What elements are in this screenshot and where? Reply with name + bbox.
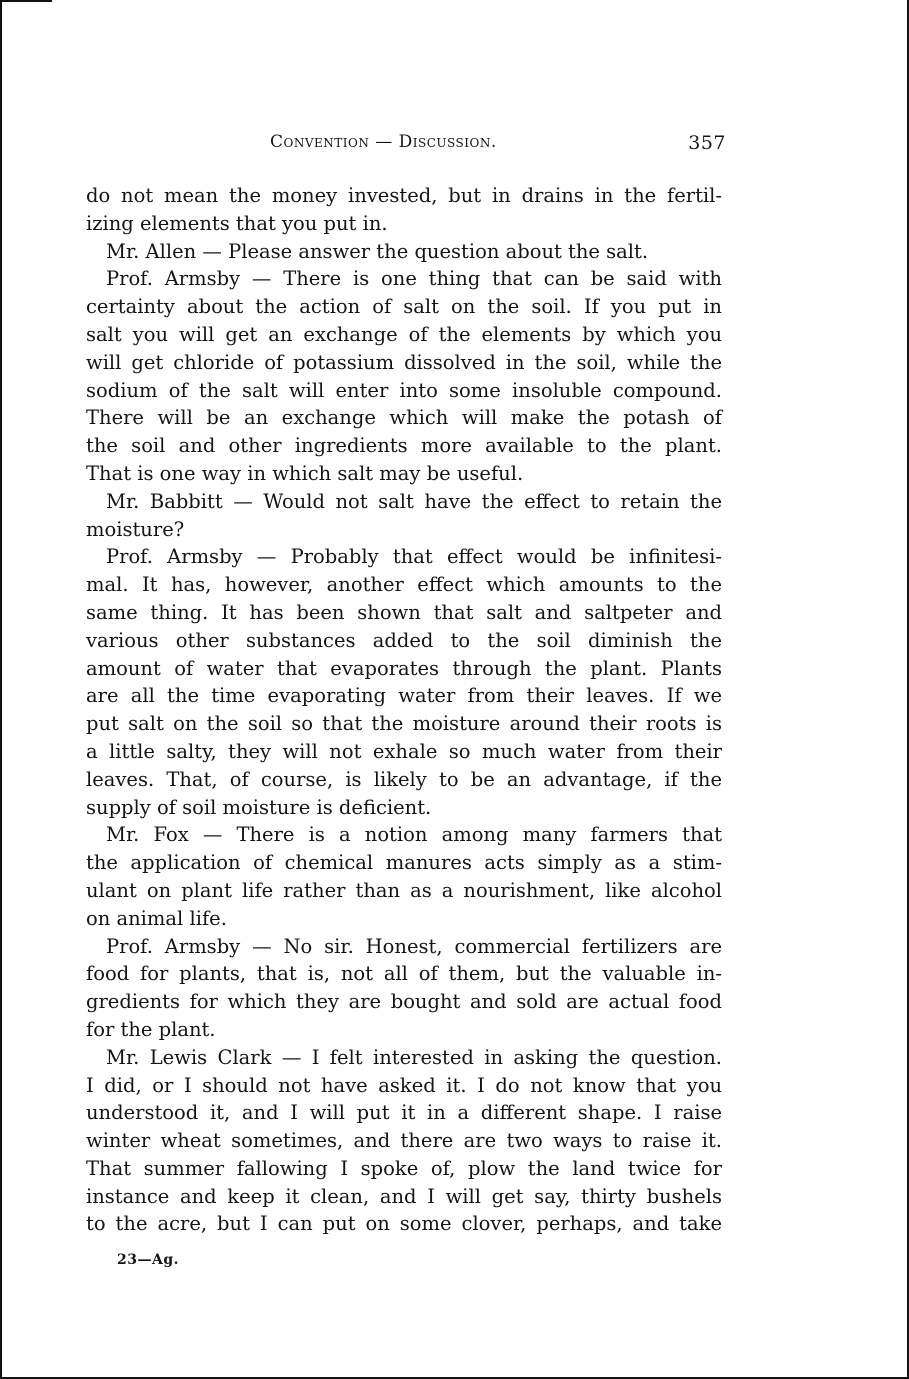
text-line: a little salty, they will not exhale so much water from their bbox=[86, 739, 722, 763]
text-line: will get chloride of potassium dissolved in the soil, while the bbox=[86, 350, 722, 374]
running-title: Convention — Discussion. bbox=[270, 132, 497, 152]
text-line: ulant on plant life rather than as a nourishment, like alcohol bbox=[86, 878, 722, 902]
text-line: mal. It has, however, another effect which amounts to the bbox=[86, 573, 722, 597]
text-line: Prof. Armsby — No sir. Honest, commercial fertilizers are bbox=[106, 934, 722, 958]
text-line: amount of water that evaporates through the plant. Plants bbox=[86, 656, 722, 680]
signature-mark: 23—Ag. bbox=[117, 1252, 180, 1268]
text-line: same thing. It has been shown that salt and saltpeter and bbox=[86, 600, 722, 624]
text-line: put salt on the soil so that the moisture around their roots is bbox=[86, 712, 722, 736]
text-line: That is one way in which salt may be useful. bbox=[86, 461, 524, 485]
text-line: Prof. Armsby — There is one thing that can be said with bbox=[106, 267, 722, 291]
text-line: Mr. Lewis Clark — I felt interested in asking the question. bbox=[106, 1045, 722, 1069]
text-line: are all the time evaporating water from their leaves. If we bbox=[86, 684, 722, 708]
text-line: the application of chemical manures acts simply as a stim- bbox=[86, 851, 722, 875]
scan-border-top bbox=[0, 0, 52, 2]
text-line: for the plant. bbox=[86, 1017, 216, 1041]
text-line: There will be an exchange which will make the potash of bbox=[86, 406, 722, 430]
text-line: Prof. Armsby — Probably that effect would be infinitesi- bbox=[106, 545, 722, 569]
text-line: Mr. Babbitt — Would not salt have the effect to retain the bbox=[106, 489, 722, 513]
text-line: certainty about the action of salt on the soil. If you put in bbox=[86, 295, 722, 319]
text-line: instance and keep it clean, and I will get say, thirty bushels bbox=[86, 1184, 722, 1208]
text-line: supply of soil moisture is deficient. bbox=[86, 795, 432, 819]
text-line: Mr. Allen — Please answer the question about the salt. bbox=[106, 239, 649, 263]
text-line: Mr. Fox — There is a notion among many farmers that bbox=[106, 823, 722, 847]
text-line: various other substances added to the soil diminish the bbox=[86, 628, 722, 652]
text-line: izing elements that you put in. bbox=[86, 211, 388, 235]
text-line: I did, or I should not have asked it. I do not know that you bbox=[86, 1073, 722, 1097]
text-line: leaves. That, of course, is likely to be an advantage, if the bbox=[86, 767, 722, 791]
scan-border-left bbox=[0, 0, 2, 1379]
text-line: sodium of the salt will enter into some insoluble compound. bbox=[86, 378, 722, 402]
text-line: food for plants, that is, not all of them, but the valuable in- bbox=[86, 962, 722, 986]
text-line: understood it, and I will put it in a different shape. I raise bbox=[86, 1101, 722, 1125]
text-line: salt you will get an exchange of the elements by which you bbox=[86, 322, 722, 346]
text-line: do not mean the money invested, but in drains in the fertil- bbox=[86, 184, 722, 207]
text-line: the soil and other ingredients more available to the plant. bbox=[86, 434, 722, 458]
text-line: on animal life. bbox=[86, 906, 227, 930]
text-line: That summer fallowing I spoke of, plow the land twice for bbox=[86, 1156, 722, 1180]
body-text bbox=[86, 182, 722, 1238]
text-line: to the acre, but I can put on some clover, perhaps, and take bbox=[86, 1212, 722, 1236]
page-number: 357 bbox=[688, 132, 726, 154]
text-line: gredients for which they are bought and sold are actual food bbox=[86, 990, 722, 1014]
text-line: winter wheat sometimes, and there are two ways to raise it. bbox=[86, 1129, 722, 1153]
text-line: moisture? bbox=[86, 517, 185, 541]
